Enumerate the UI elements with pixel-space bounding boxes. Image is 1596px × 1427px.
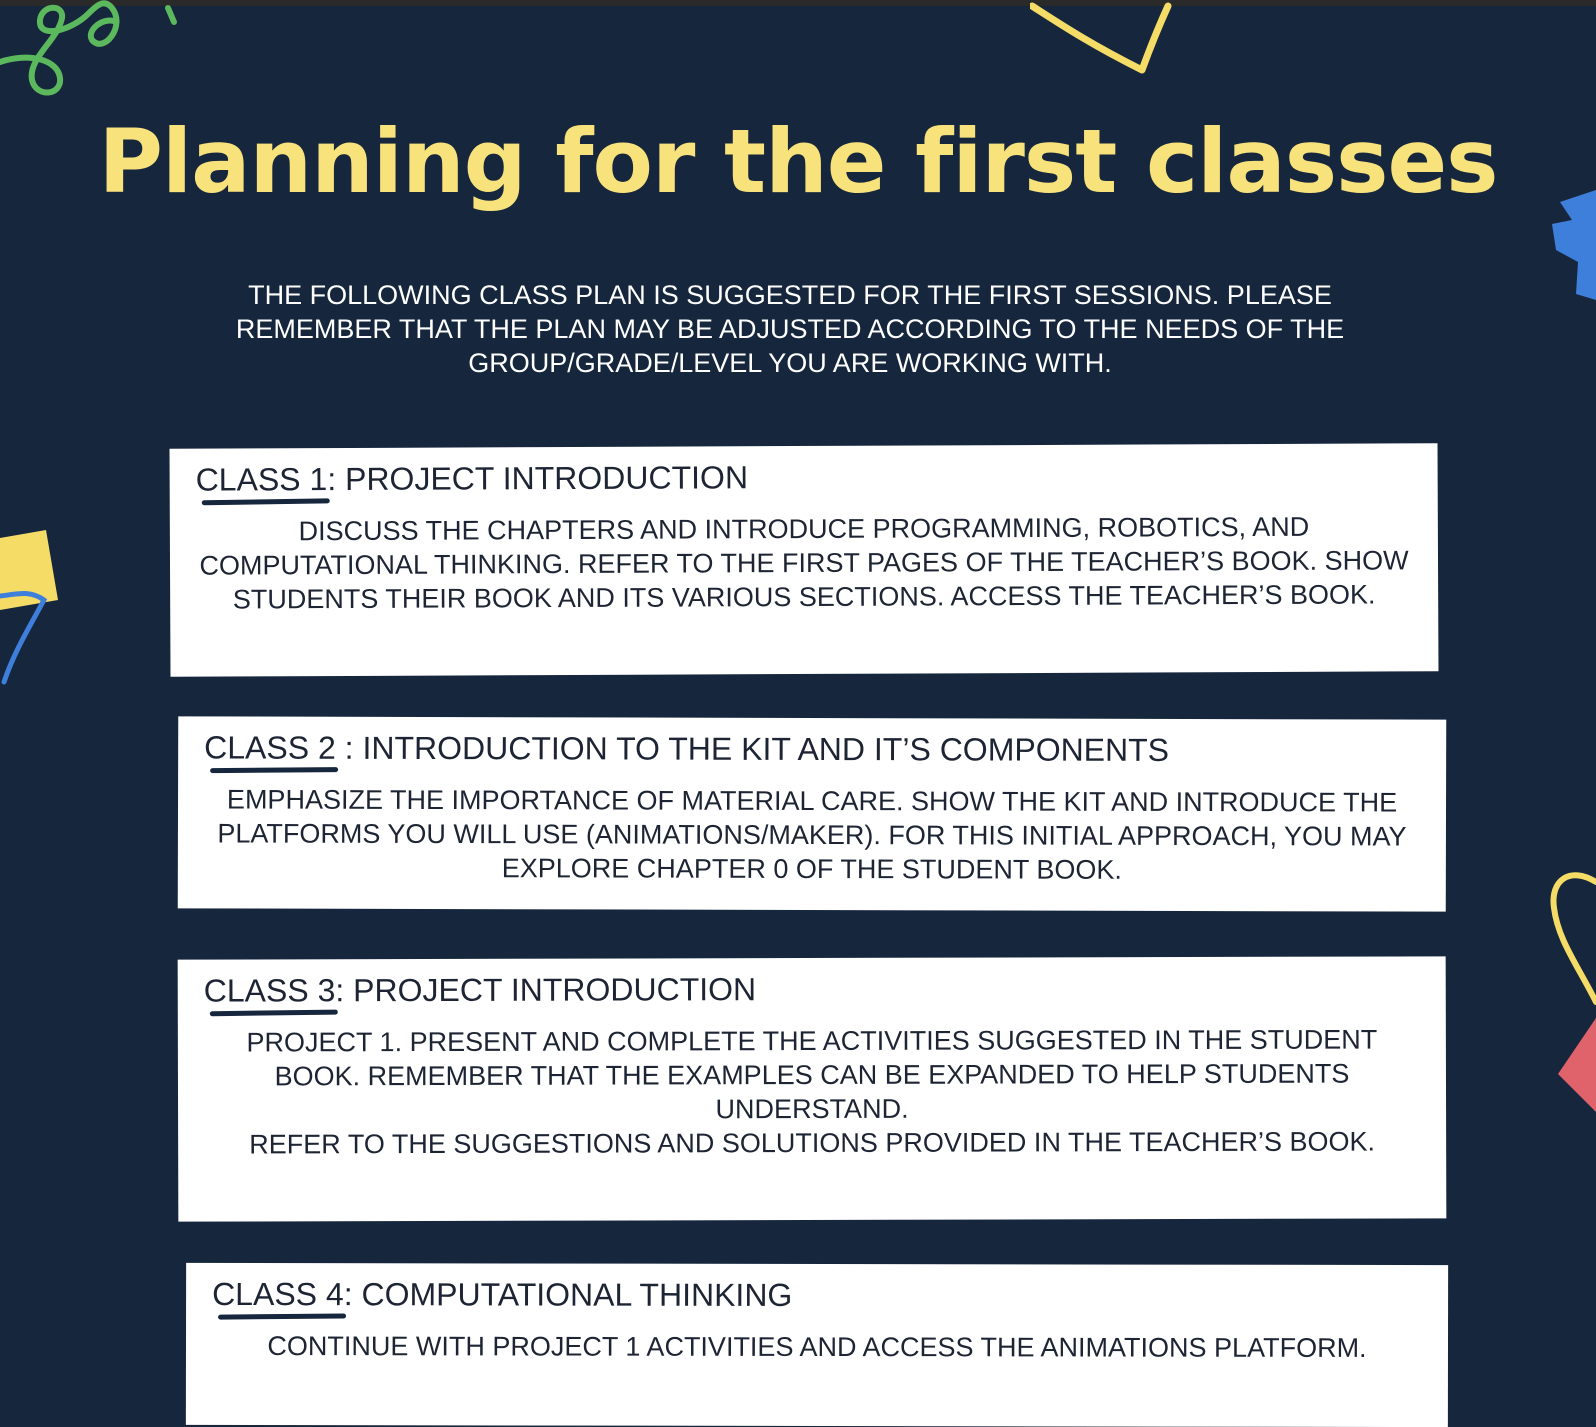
class-label: CLASS 3	[203, 972, 336, 1009]
class-card-3	[178, 956, 1447, 1221]
class-card-2	[178, 716, 1446, 911]
class-card-title	[196, 455, 1412, 498]
yellow-heart-outline-icon	[1030, 0, 1190, 80]
class-card-title	[212, 1275, 1422, 1315]
class-heading: PROJECT INTRODUCTION	[336, 459, 749, 498]
red-diamond-shape-icon	[1554, 1018, 1596, 1118]
class-label: CLASS 2	[204, 729, 336, 766]
class-card-1	[170, 443, 1439, 677]
class-label: CLASS 1	[195, 461, 328, 498]
green-squiggle-icon	[0, 0, 190, 110]
class-card-4	[186, 1263, 1448, 1427]
class-card-title	[204, 728, 1420, 769]
class-description: EMPHASIZE THE IMPORTANCE OF MATERIAL CARE. SHOW THE KIT AND INTRODUCE THE PLATFORMS YOU WILL USE (ANIMATIONS/MAKER). FOR THIS INITIAL APPROACH, YOU MAY EXPLORE CHAPTER 0 OF THE STUDENT BOOK.	[217, 784, 1407, 885]
class-heading: PROJECT INTRODUCTION	[344, 971, 757, 1009]
class-description: CONTINUE WITH PROJECT 1 ACTIVITIES AND ACCESS THE ANIMATIONS PLATFORM.	[267, 1331, 1367, 1363]
class-description-main: PROJECT 1. PRESENT AND COMPLETE THE ACTIVITIES SUGGESTED IN THE STUDENT BOOK. REMEMBER THAT THE EXAMPLES CAN BE EXPANDED TO HELP STUDENTS UNDERSTAND.	[246, 1024, 1378, 1125]
class-heading: COMPUTATIONAL THINKING	[352, 1276, 793, 1313]
class-separator: :	[343, 1276, 353, 1313]
blue-line-shape-icon	[0, 590, 50, 690]
class-description	[204, 1022, 1420, 1161]
class-heading: INTRODUCTION TO THE KIT AND IT’S COMPONENTS	[353, 729, 1170, 768]
yellow-loop-outline-icon	[1546, 870, 1596, 1020]
page-title: Planning for the first classes	[98, 110, 1498, 213]
class-separator: :	[335, 729, 354, 766]
class-description: DISCUSS THE CHAPTERS AND INTRODUCE PROGRAMMING, ROBOTICS, AND COMPUTATIONAL THINKING. REFER TO THE FIRST PAGES OF THE TEACHER’S BOOK. SHOW STUDENTS THEIR BOOK AND ITS VARIOUS SECTIONS. ACCESS THE TEACHER’S BOOK.	[199, 511, 1409, 615]
class-description-extra: REFER TO THE SUGGESTIONS AND SOLUTIONS PROVIDED IN THE TEACHER’S BOOK.	[249, 1126, 1376, 1160]
class-label: CLASS 4	[212, 1275, 344, 1313]
class-separator: :	[335, 972, 345, 1009]
top-edge	[0, 0, 1596, 6]
intro-paragraph: THE FOLLOWING CLASS PLAN IS SUGGESTED FOR THE FIRST SESSIONS. PLEASE REMEMBER THAT THE PLAN MAY BE ADJUSTED ACCORDING TO THE NEEDS OF THE GROUP/GRADE/LEVEL YOU ARE WORKING WITH.	[235, 280, 1345, 378]
class-separator: :	[327, 461, 337, 498]
class-card-title	[204, 968, 1420, 1009]
